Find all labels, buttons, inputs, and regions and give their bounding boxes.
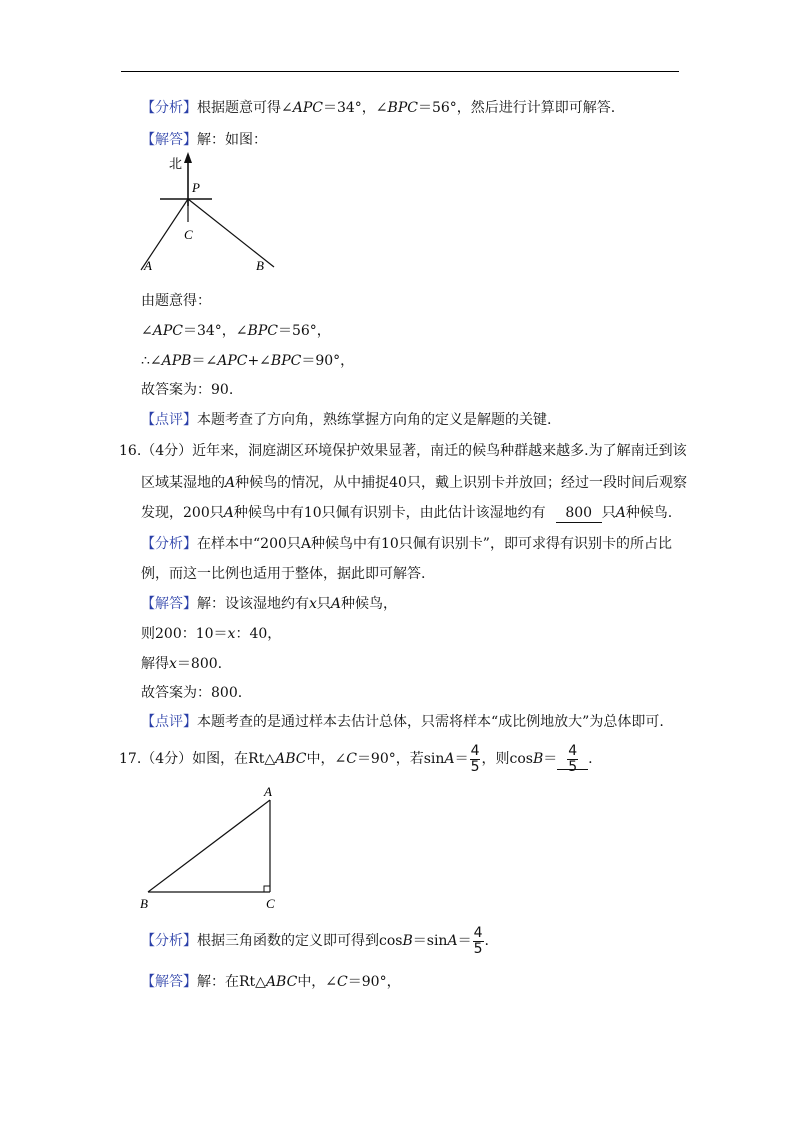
comment-tag: 【点评】 — [141, 714, 197, 730]
label-b: B — [256, 258, 264, 273]
label-p: P — [192, 180, 200, 195]
q15-step1: 由题意得： — [141, 293, 211, 309]
analysis-tag: 【分析】 — [141, 536, 197, 552]
q15-step2: ∠APC＝34°，∠BPC＝56°， — [141, 323, 331, 339]
q16-answer-blank: 800 — [556, 504, 602, 523]
analysis-tag: 【分析】 — [141, 100, 197, 116]
vertex-a: A — [264, 784, 272, 799]
label-north: 北 — [169, 156, 183, 171]
q17-solution: 【解答】解：在Rt△ABC中，∠C＝90°， — [141, 974, 401, 990]
q16-comment: 【点评】本题考查的是通过样本去估计总体，只需将样本“成比例地放大”为总体即可. — [141, 714, 664, 730]
analysis-tag: 【分析】 — [141, 933, 197, 949]
q15-solution: 【解答】解：如图： — [141, 132, 267, 148]
sin-a-fraction: $\frac{4}{5}$ — [470, 742, 480, 775]
q15-comment: 【点评】本题考查了方向角，熟练掌握方向角的定义是解题的关键. — [141, 412, 552, 428]
q16-analysis-line2: 例，而这一比例也适用于整体，据此即可解答. — [141, 566, 426, 582]
q15-step4: 故答案为：90. — [141, 382, 234, 398]
q16-step3: 解得x＝800. — [141, 656, 223, 672]
ray-pb — [188, 199, 274, 267]
north-arrowhead — [184, 152, 192, 163]
direction-figure — [130, 150, 290, 280]
analysis-fraction: $\frac{4}{5}$ — [473, 924, 483, 957]
q15-step3: ∴∠APB＝∠APC+∠BPC＝90°， — [141, 353, 355, 369]
right-angle-mark — [264, 886, 270, 892]
label-c: C — [184, 227, 193, 242]
q15-analysis: 【分析】根据题意可得∠APC＝34°，∠BPC＝56°，然后进行计算即可解答. — [141, 100, 616, 116]
vertex-c: C — [266, 896, 275, 911]
vertex-b: B — [140, 896, 148, 911]
q17-answer-blank: $\frac{4}{5}$ — [557, 742, 588, 776]
q17-analysis: 【分析】根据三角函数的定义即可得到cosB＝sinA＝ $\frac{4}{5}$ . — [141, 924, 489, 957]
q16-step2: 则200：10＝x：40， — [141, 626, 282, 642]
label-a: A — [144, 258, 152, 273]
solution-tag: 【解答】 — [141, 132, 197, 148]
q17-stem: 17.（4分）如图，在Rt△ABC中，∠C＝90°，若sinA＝ $\frac{4}{5}$ ，则cosB＝ $\frac{4}{5}$ . — [119, 742, 593, 775]
side-ab — [148, 800, 270, 892]
q16-stem-line3: 发现，200只A种候鸟中有10只佩有识别卡，由此估计该湿地约有 800 只A种候鸟. — [141, 505, 673, 521]
comment-tag: 【点评】 — [141, 412, 197, 428]
q16-stem-line1: 16.（4分）近年来，洞庭湖区环境保护效果显著，南迁的候鸟种群越来越多.为了解南迁到该 — [119, 443, 687, 459]
q16-analysis-line1: 【分析】在样本中“200只A种候鸟中有10只佩有识别卡”，即可求得有识别卡的所占比 — [141, 536, 672, 552]
q16-stem-line2: 区域某湿地的A种候鸟的情况，从中捕捉40只，戴上识别卡并放回；经过一段时间后观察 — [141, 475, 687, 491]
q16-step4: 故答案为：800. — [141, 685, 243, 701]
triangle-figure — [130, 780, 290, 915]
q16-solution: 【解答】解：设该湿地约有x只A种候鸟， — [141, 596, 398, 612]
solution-tag: 【解答】 — [141, 974, 197, 990]
header-rule — [121, 71, 679, 72]
solution-tag: 【解答】 — [141, 596, 197, 612]
